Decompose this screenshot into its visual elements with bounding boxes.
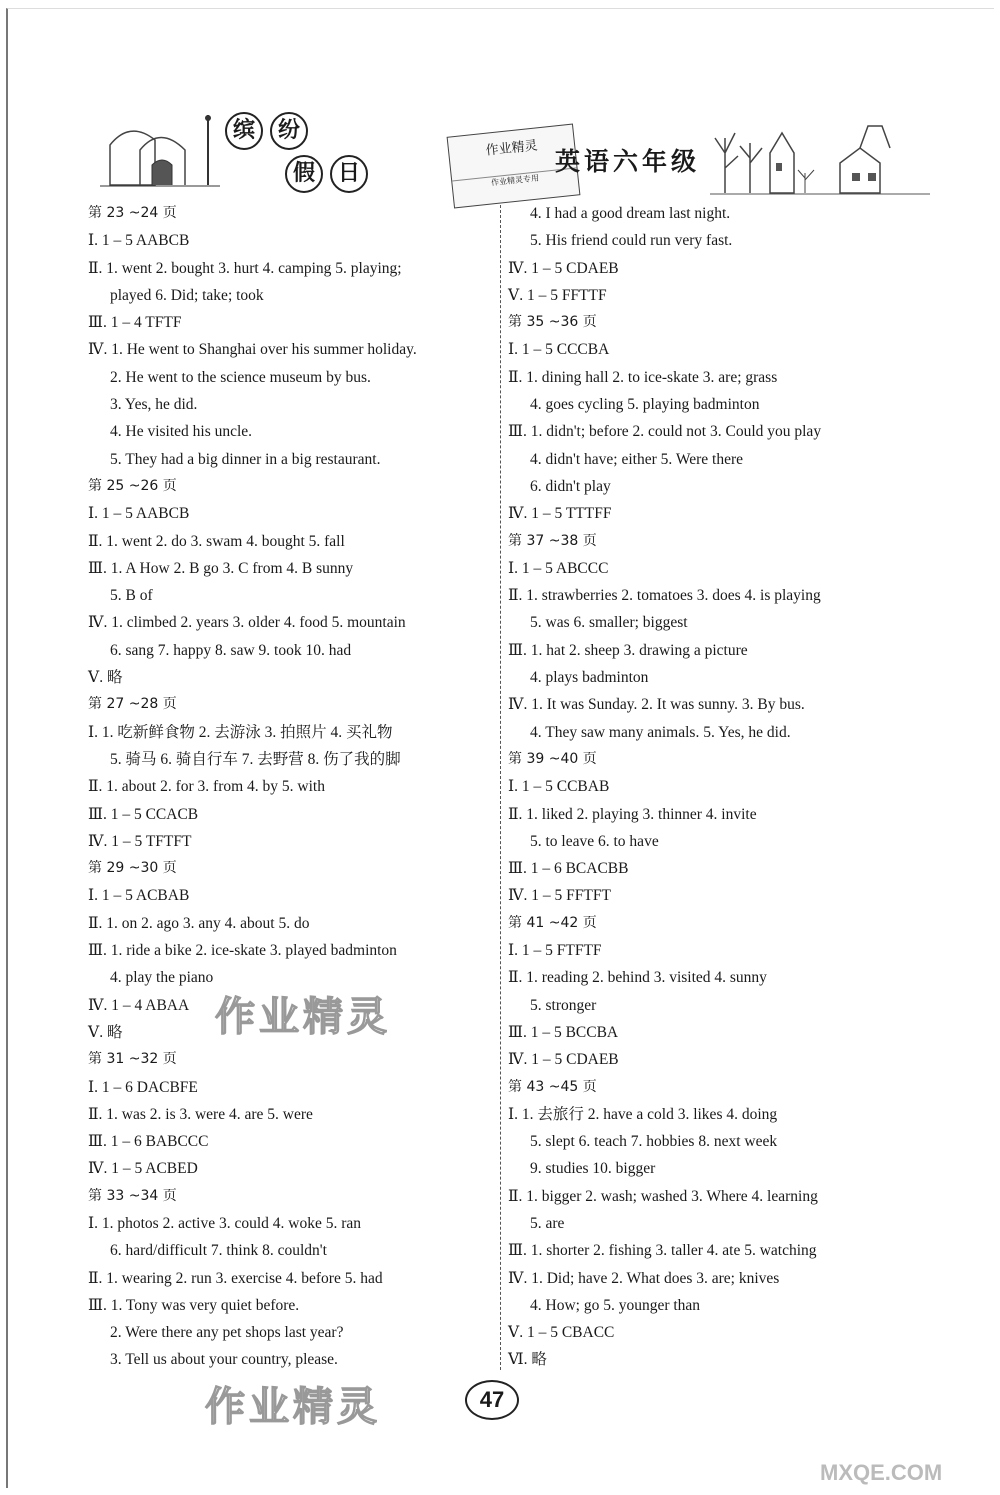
answer-line: Ⅰ. 1 – 5 AABCB — [88, 232, 190, 250]
answer-line: Ⅳ. 1. He went to Shanghai over his summer holiday. — [88, 341, 417, 359]
title-char-2: 纷 — [270, 112, 308, 150]
badge-title: 作业精灵 — [485, 138, 539, 159]
answer-line: 3. Yes, he did. — [110, 396, 198, 414]
answer-line: Ⅲ. 1. didn't; before 2. could not 3. Could you play — [508, 423, 822, 441]
answer-line: Ⅲ. 1 – 5 BCCBA — [508, 1023, 619, 1041]
badge-subtitle: 作业精灵专用 — [452, 167, 578, 192]
answer-line: Ⅴ. 1 – 5 FFTTF — [508, 286, 607, 304]
answer-line: Ⅱ. 1. wearing 2. run 3. exercise 4. before 5. had — [88, 1269, 383, 1287]
answer-line: Ⅳ. 1 – 5 TFTFT — [88, 832, 192, 850]
answer-line: 4. goes cycling 5. playing badminton — [530, 396, 760, 414]
answer-line: 5. 骑马 6. 骑自行车 7. 去野营 8. 伤了我的脚 — [110, 750, 401, 768]
trees-houses-illustration — [710, 118, 930, 198]
answer-line: Ⅲ. 1. hat 2. sheep 3. drawing a picture — [508, 641, 748, 659]
answer-line: 2. He went to the science museum by bus. — [110, 368, 371, 386]
page-footer — [80, 1372, 920, 1432]
answer-line: Ⅳ. 1 – 4 ABAA — [88, 996, 190, 1014]
page-range-heading: 第 37 ~38 页 — [508, 532, 597, 549]
answer-line: Ⅱ. 1. went 2. bought 3. hurt 4. camping 5. playing; — [88, 259, 402, 277]
page-number: 47 — [465, 1380, 519, 1420]
answer-line: Ⅲ. 1 – 6 BCACBB — [508, 860, 629, 878]
answer-line: 9. studies 10. bigger — [530, 1160, 656, 1178]
answer-line: Ⅳ. 1 – 5 CDAEB — [508, 1051, 619, 1069]
answer-line: 4. plays badminton — [530, 669, 649, 687]
title-char-3: 假 — [285, 155, 323, 193]
page-range-heading: 第 43 ~45 页 — [508, 1078, 597, 1095]
answer-line: Ⅳ. 1 – 5 TTTFF — [508, 505, 612, 523]
answer-line: 3. Tell us about your country, please. — [110, 1351, 338, 1369]
answer-line: Ⅱ. 1. liked 2. playing 3. thinner 4. invite — [508, 805, 757, 823]
answer-line: 4. didn't have; either 5. Were there — [530, 450, 744, 468]
answer-line: Ⅱ. 1. went 2. do 3. swam 4. bought 5. fall — [88, 532, 345, 550]
answer-line: Ⅴ. 略 — [88, 1023, 123, 1041]
answer-line: Ⅰ. 1 – 5 ACBAB — [88, 887, 190, 905]
answer-line: Ⅰ. 1 – 5 CCCBA — [508, 341, 610, 359]
answer-line: 4. play the piano — [110, 969, 214, 987]
answer-line: Ⅰ. 1 – 6 DACBFE — [88, 1078, 198, 1096]
answer-line: Ⅲ. 1. A How 2. B go 3. C from 4. B sunny — [88, 559, 354, 577]
answer-line: Ⅲ. 1 – 4 TFTF — [88, 314, 182, 332]
answer-line: Ⅳ. 1 – 5 ACBED — [88, 1160, 198, 1178]
answer-line: Ⅰ. 1 – 5 AABCB — [88, 505, 190, 523]
page-header — [80, 100, 920, 200]
answer-line: 6. sang 7. happy 8. saw 9. took 10. had — [110, 641, 352, 659]
answer-line: Ⅴ. 略 — [88, 669, 123, 687]
answer-line: Ⅱ. 1. was 2. is 3. were 4. are 5. were — [88, 1105, 313, 1123]
page-range-heading: 第 29 ~30 页 — [88, 860, 177, 877]
answer-line: Ⅴ. 1 – 5 CBACC — [508, 1324, 615, 1342]
page-range-heading: 第 39 ~40 页 — [508, 750, 597, 767]
grade-title: 英语六年级 — [555, 147, 701, 176]
answer-line: Ⅲ. 1. shorter 2. fishing 3. taller 4. ate 5. watching — [508, 1242, 817, 1260]
answer-line: 5. stronger — [530, 996, 597, 1014]
left-answer-column — [88, 200, 498, 1374]
answer-line: 5. to leave 6. to have — [530, 832, 659, 850]
answer-line: Ⅰ. 1 – 5 FTFTF — [508, 942, 602, 960]
answer-line: Ⅰ. 1. 去旅行 2. have a cold 3. likes 4. doing — [508, 1105, 778, 1123]
answer-line: 6. didn't play — [530, 477, 611, 495]
answer-line: Ⅳ. 1 – 5 FFTFT — [508, 887, 611, 905]
answer-line: 5. are — [530, 1214, 565, 1232]
answer-line: Ⅰ. 1. photos 2. active 3. could 4. woke 5. ran — [88, 1214, 362, 1232]
answer-line: 5. His friend could run very fast. — [530, 232, 733, 250]
answer-line: Ⅳ. 1. It was Sunday. 2. It was sunny. 3. By bus. — [508, 696, 805, 714]
title-char-1: 缤 — [225, 112, 263, 150]
right-answer-column — [508, 200, 918, 1374]
answer-line: Ⅳ. 1. climbed 2. years 3. older 4. food 5. mountain — [88, 614, 406, 632]
column-divider — [500, 205, 501, 1370]
answer-line: 5. B of — [110, 587, 153, 605]
page-range-heading: 第 35 ~36 页 — [508, 314, 597, 331]
answer-line: 4. How; go 5. younger than — [530, 1296, 701, 1314]
page-range-heading: 第 31 ~32 页 — [88, 1051, 177, 1068]
answer-line: 4. They saw many animals. 5. Yes, he did. — [530, 723, 791, 741]
watermark-text: 作业精灵 — [215, 994, 391, 1040]
answer-line: Ⅱ. 1. bigger 2. wash; washed 3. Where 4. learning — [508, 1187, 818, 1205]
answer-line: Ⅱ. 1. about 2. for 3. from 4. by 5. with — [88, 778, 325, 796]
answer-line: Ⅱ. 1. on 2. ago 3. any 4. about 5. do — [88, 914, 310, 932]
castle-illustration — [100, 110, 220, 190]
page-range-heading: 第 25 ~26 页 — [88, 477, 177, 494]
answer-line: Ⅵ. 略 — [508, 1351, 547, 1369]
answer-line: Ⅰ. 1. 吃新鲜食物 2. 去游泳 3. 拍照片 4. 买礼物 — [88, 723, 393, 741]
answer-line: played 6. Did; take; took — [110, 286, 264, 304]
answer-line: Ⅱ. 1. reading 2. behind 3. visited 4. sunny — [508, 969, 767, 987]
answer-line: Ⅱ. 1. strawberries 2. tomatoes 3. does 4. is playing — [508, 587, 821, 605]
answer-line: Ⅳ. 1. Did; have 2. What does 3. are; knives — [508, 1269, 780, 1287]
answer-line: Ⅰ. 1 – 5 CCBAB — [508, 778, 610, 796]
title-char-4: 日 — [330, 155, 368, 193]
answer-line: 5. They had a big dinner in a big restaurant. — [110, 450, 381, 468]
site-watermark: MXQE.COM — [820, 1460, 943, 1485]
answer-line: Ⅳ. 1 – 5 CDAEB — [508, 259, 619, 277]
answer-line: Ⅰ. 1 – 5 ABCCC — [508, 559, 609, 577]
watermark-text-footer: 作业精灵 — [205, 1384, 381, 1430]
answer-line: Ⅲ. 1. Tony was very quiet before. — [88, 1296, 300, 1314]
page-range-heading: 第 41 ~42 页 — [508, 914, 597, 931]
answer-line: 6. hard/difficult 7. think 8. couldn't — [110, 1242, 327, 1260]
answer-line: 5. slept 6. teach 7. hobbies 8. next week — [530, 1133, 778, 1151]
page-range-heading: 第 23 ~24 页 — [88, 205, 177, 221]
answer-line: Ⅲ. 1 – 5 CCACB — [88, 805, 199, 823]
answer-line: Ⅱ. 1. dining hall 2. to ice-skate 3. are; grass — [508, 368, 778, 386]
page-range-heading: 第 27 ~28 页 — [88, 696, 177, 713]
page-range-heading: 第 33 ~34 页 — [88, 1187, 177, 1204]
answer-line: 4. I had a good dream last night. — [530, 205, 731, 222]
answer-line: 5. was 6. smaller; biggest — [530, 614, 688, 632]
answer-line: Ⅲ. 1 – 6 BABCCC — [88, 1133, 209, 1151]
answer-line: 4. He visited his uncle. — [110, 423, 253, 441]
answer-line: 2. Were there any pet shops last year? — [110, 1324, 344, 1342]
answer-line: Ⅲ. 1. ride a bike 2. ice-skate 3. played badminton — [88, 942, 397, 960]
